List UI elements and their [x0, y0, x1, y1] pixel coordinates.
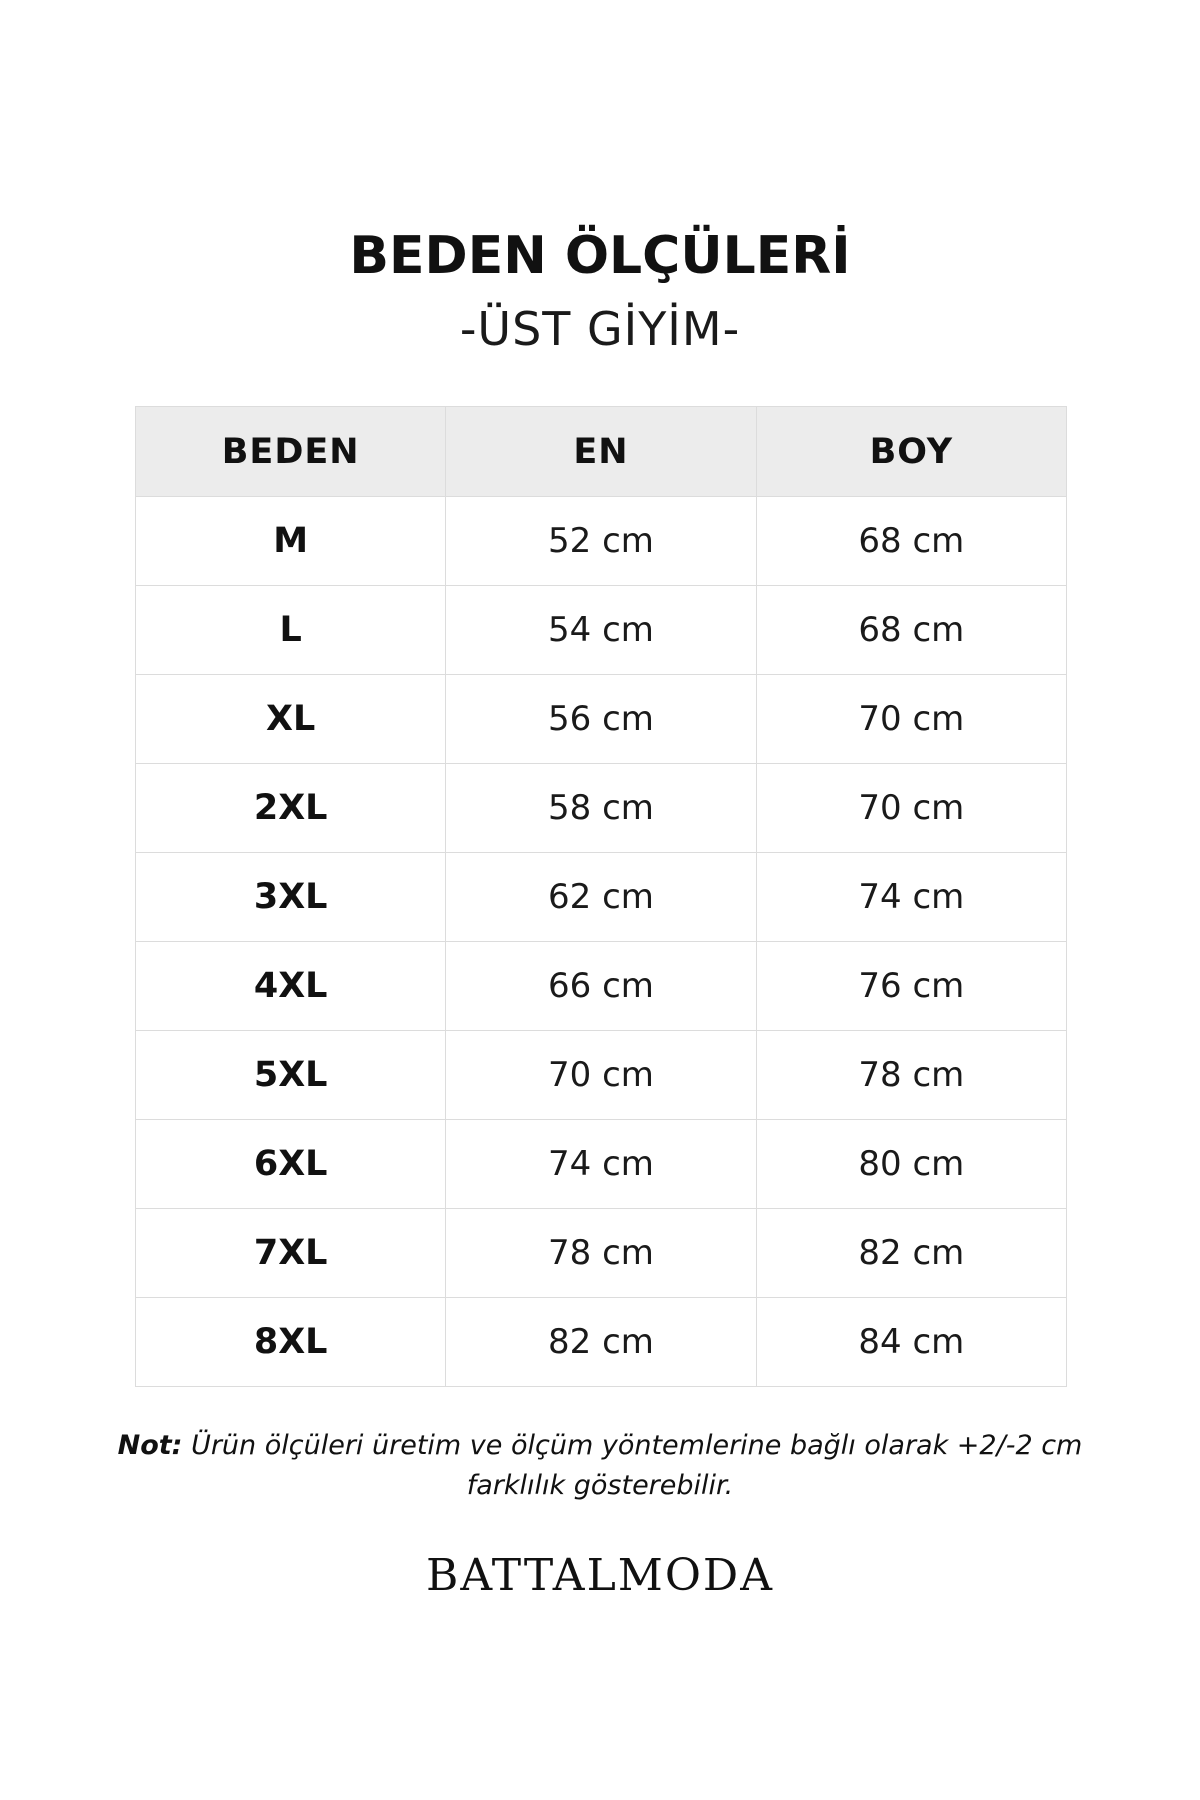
boy-cell: 80 cm [756, 1120, 1066, 1209]
en-cell: 56 cm [446, 675, 756, 764]
table-row [136, 586, 1067, 675]
brand-logo-text: BATTALMODA [426, 1550, 774, 1601]
table-header-row [136, 407, 1067, 497]
table-row [136, 1031, 1067, 1120]
column-header-en: EN [446, 407, 756, 497]
table-row [136, 497, 1067, 586]
column-header-beden: BEDEN [136, 407, 446, 497]
en-cell: 82 cm [446, 1298, 756, 1387]
boy-cell: 76 cm [756, 942, 1066, 1031]
table-row [136, 1120, 1067, 1209]
table-row [136, 675, 1067, 764]
en-cell: 54 cm [446, 586, 756, 675]
boy-cell: 68 cm [756, 497, 1066, 586]
en-cell: 58 cm [446, 764, 756, 853]
size-cell: 4XL [136, 942, 446, 1031]
boy-cell: 84 cm [756, 1298, 1066, 1387]
table-row [136, 1298, 1067, 1387]
size-table [135, 406, 1067, 1387]
note-text: Ürün ölçüleri üretim ve ölçüm yöntemlerine bağlı olarak +2/-2 cm farklılık gösterebilir. [182, 1430, 1083, 1501]
page-subtitle: -ÜST GİYİM- [459, 302, 741, 356]
size-cell: XL [136, 675, 446, 764]
table-row [136, 1209, 1067, 1298]
size-cell: M [136, 497, 446, 586]
size-cell: 6XL [136, 1120, 446, 1209]
en-cell: 74 cm [446, 1120, 756, 1209]
en-cell: 66 cm [446, 942, 756, 1031]
en-cell: 62 cm [446, 853, 756, 942]
size-cell: 3XL [136, 853, 446, 942]
table-row [136, 942, 1067, 1031]
tolerance-note [90, 1426, 1110, 1506]
boy-cell: 82 cm [756, 1209, 1066, 1298]
table-body [136, 497, 1067, 1387]
size-cell: 8XL [136, 1298, 446, 1387]
size-cell: 5XL [136, 1031, 446, 1120]
table-row [136, 764, 1067, 853]
en-cell: 78 cm [446, 1209, 756, 1298]
en-cell: 52 cm [446, 497, 756, 586]
page-title: BEDEN ÖLÇÜLERİ [349, 226, 851, 286]
boy-cell: 74 cm [756, 853, 1066, 942]
boy-cell: 70 cm [756, 764, 1066, 853]
size-cell: L [136, 586, 446, 675]
note-label: Not: [117, 1430, 183, 1461]
size-cell: 2XL [136, 764, 446, 853]
boy-cell: 78 cm [756, 1031, 1066, 1120]
table-row [136, 853, 1067, 942]
boy-cell: 70 cm [756, 675, 1066, 764]
column-header-boy: BOY [756, 407, 1066, 497]
boy-cell: 68 cm [756, 586, 1066, 675]
en-cell: 70 cm [446, 1031, 756, 1120]
size-cell: 7XL [136, 1209, 446, 1298]
size-table-container [135, 406, 1067, 1387]
